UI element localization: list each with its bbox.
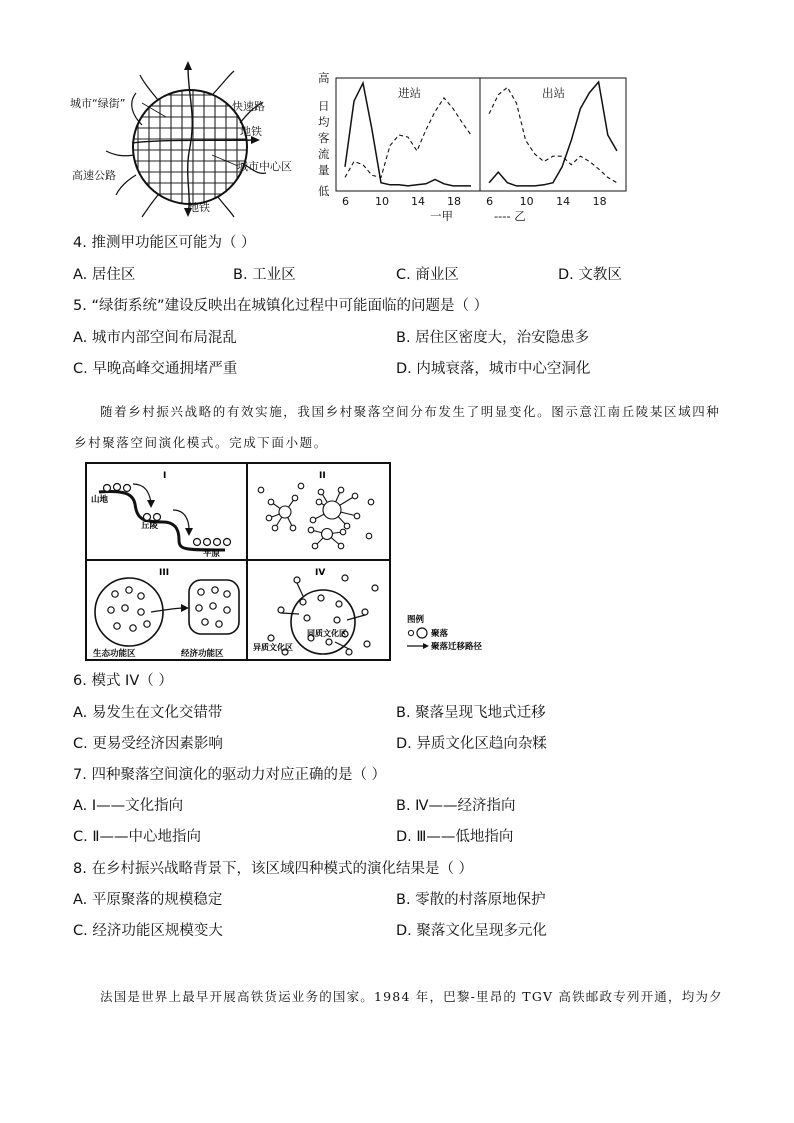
panel-label-1: I [163,471,167,481]
y-axis-label-char: 高 [318,71,330,85]
panel-3-functional-zones [95,578,239,646]
q4-option-a[interactable]: A. 居住区 [73,267,136,283]
label-econ-zone: 经济功能区 [181,649,224,659]
map-label-metro-bottom: 地铁 [188,201,210,214]
q5-option-d[interactable]: D. 内城衰落，城市中心空洞化 [396,361,591,377]
figure-legend [407,614,483,652]
question-5-stem: 5. “绿街系统”建设反映出在城镇化过程中可能面临的问题是（ ） [73,298,489,314]
panel-title-out: 出站 [542,86,565,100]
panel-title-in: 进站 [398,86,421,100]
passage-2: 法国是世界上最早开展高铁货运业务的国家。1984 年，巴黎-里昂的 TGV 高铁邮政专列开通，均为夕 [100,989,723,1004]
label-mountain: 山地 [91,495,109,505]
y-axis-label-char: 均 [318,115,330,129]
q6-option-a[interactable]: A. 易发生在文化交错带 [73,705,223,721]
legend-settlement: 聚落 [431,629,449,639]
q6-option-d[interactable]: D. 异质文化区趋向杂糅 [396,736,547,752]
legend-title: 图例 [407,615,425,625]
q7-option-d[interactable]: D. Ⅲ——低地指向 [396,829,514,845]
legend-path: 聚落迁移路径 [431,642,483,652]
label-hetero-culture: 异质文化区 [253,643,293,652]
label-hill: 丘陵 [141,521,159,531]
label-homo-culture: 同质文化区 [307,629,347,638]
x-tick-label: 18 [592,195,607,208]
q4-option-b[interactable]: B. 工业区 [233,267,296,283]
passage-1-line-2: 乡村聚落空间演化模式。完成下面小题。 [74,435,328,450]
question-8-stem: 8. 在乡村振兴战略背景下，该区域四种模式的演化结果是（ ） [73,861,474,877]
y-axis-label-char: 量 [318,163,330,177]
y-axis-label-char: 低 [318,184,330,198]
question-6-stem: 6. 模式 IV（ ） [73,673,173,689]
q7-option-c[interactable]: C. Ⅱ——中心地指向 [73,829,201,845]
panel-1-terrain [99,484,231,551]
q5-option-c[interactable]: C. 早晚高峰交通拥堵严重 [73,361,238,377]
city-map-figure [62,55,322,220]
y-axis-label-char: 流 [318,147,330,161]
map-label-expressway: 快速路 [232,100,265,113]
q5-option-a[interactable]: A. 城市内部空间布局混乱 [73,330,237,346]
label-plain: 平原 [203,549,221,559]
x-tick-label: 14 [411,195,425,208]
map-label-metro-right: 地铁 [240,125,262,138]
question-4-stem: 4. 推测甲功能区可能为（ ） [73,235,256,251]
map-label-city-center: 城市中心区 [237,160,292,173]
passage-1-line-1: 随着乡村振兴战略的有效实施，我国乡村聚落空间分布发生了明显变化。图示意江南丘陵某区域四种 [100,404,721,419]
x-tick-label: 6 [342,195,349,208]
q6-option-b[interactable]: B. 聚落呈现飞地式迁移 [396,705,546,721]
q5-option-b[interactable]: B. 居住区密度大，治安隐患多 [396,330,590,346]
legend-a: 一甲 [430,209,453,223]
series-line-yi-panel-2 [489,87,617,182]
legend-b: ---- 乙 [494,209,526,223]
q8-option-a[interactable]: A. 平原聚落的规模稳定 [73,892,223,908]
panel-2-central-places [258,483,374,549]
x-tick-label: 14 [556,195,571,208]
q8-option-d[interactable]: D. 聚落文化呈现多元化 [396,923,547,939]
map-label-highway: 高速公路 [72,169,116,182]
settlement-evolution-figure [85,462,505,667]
series-line-yi-panel-1 [345,98,471,177]
q7-option-a[interactable]: A. Ⅰ——文化指向 [73,798,184,814]
q8-option-b[interactable]: B. 零散的村落原地保护 [396,892,546,908]
y-axis-label-char: 日 [318,99,330,113]
panel-label-2: II [319,471,326,481]
q6-option-c[interactable]: C. 更易受经济因素影响 [73,736,223,752]
y-axis-label-char: 客 [318,131,330,145]
q4-option-d[interactable]: D. 文教区 [558,267,622,283]
q4-option-c[interactable]: C. 商业区 [396,267,459,283]
panel-label-4: IV [315,568,326,578]
question-7-stem: 7. 四种聚落空间演化的驱动力对应正确的是（ ） [73,767,387,783]
label-eco-zone: 生态功能区 [93,649,136,659]
q7-option-b[interactable]: B. Ⅳ——经济指向 [396,798,516,814]
x-tick-label: 6 [486,195,494,208]
x-tick-label: 18 [447,195,461,208]
passenger-flow-chart [312,68,634,228]
x-tick-label: 10 [375,195,389,208]
panel-label-3: III [159,568,170,578]
x-tick-label: 10 [519,195,534,208]
map-label-green-street: 城市“绿街” [70,97,126,110]
q8-option-c[interactable]: C. 经济功能区规模变大 [73,923,223,939]
